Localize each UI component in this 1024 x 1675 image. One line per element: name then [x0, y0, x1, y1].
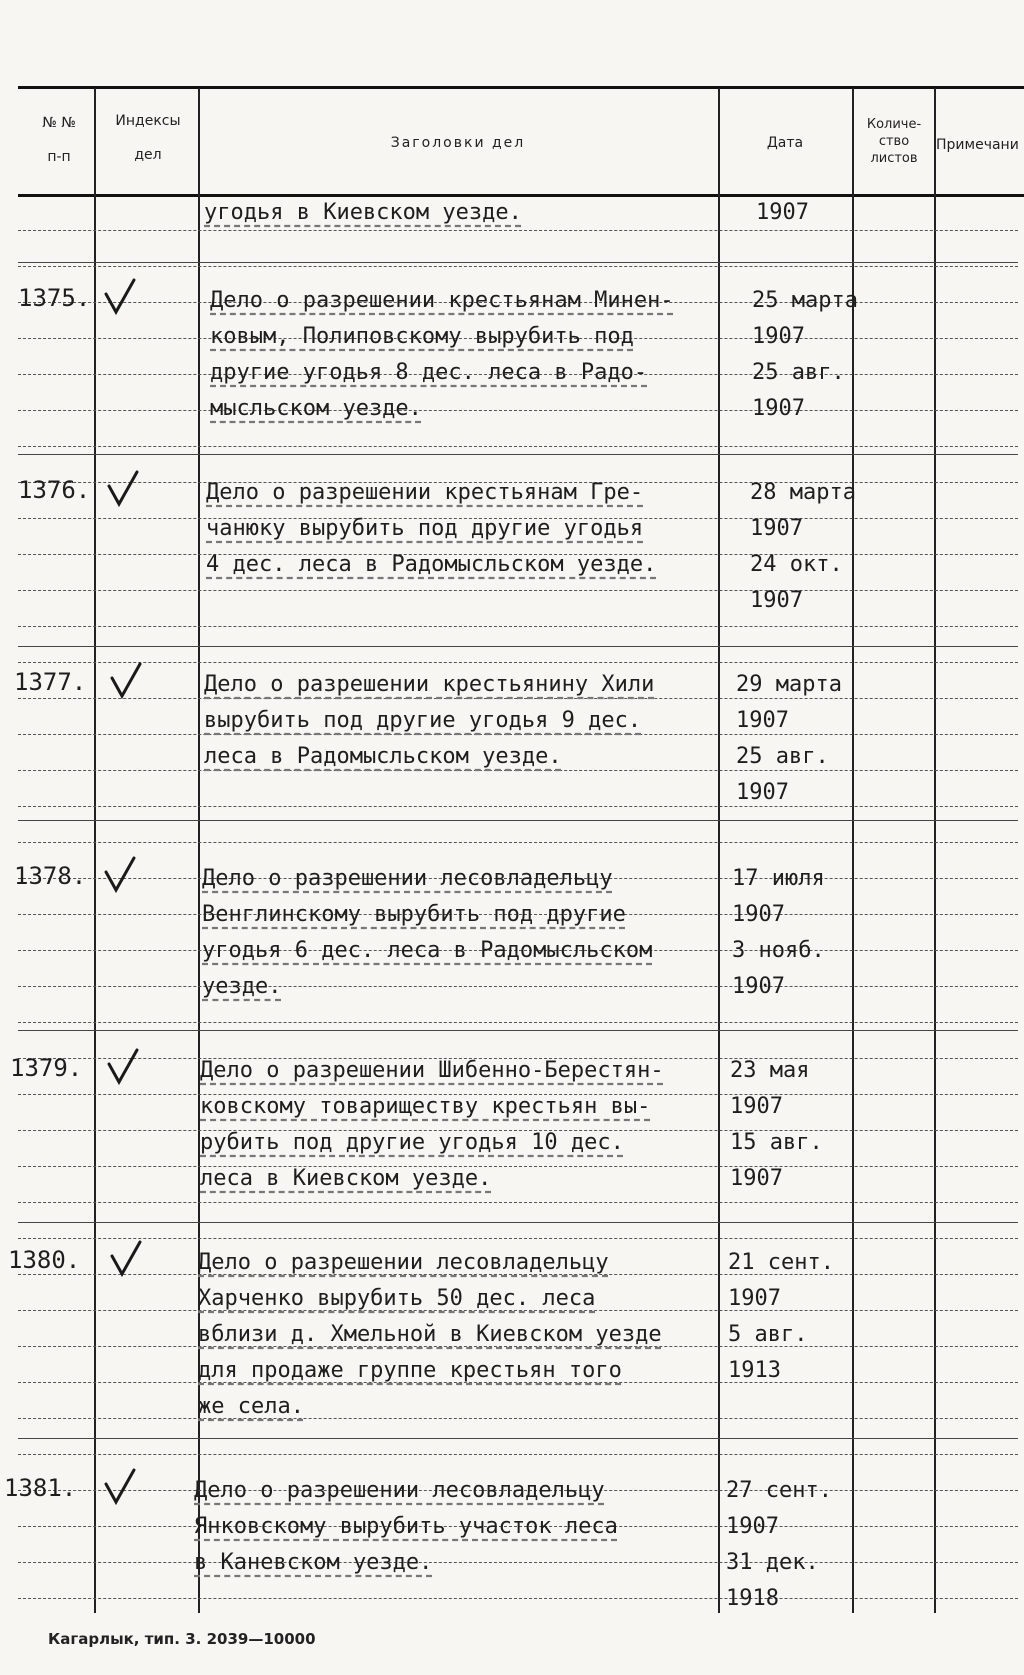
record-date: 1918 — [726, 1586, 779, 1611]
record-title-line: для продаже группе крестьян того — [198, 1358, 622, 1383]
continuation-date: 1907 — [756, 200, 809, 225]
checkmark-stroke — [106, 858, 134, 890]
checkmark-stroke — [109, 1050, 137, 1082]
ruling-line — [18, 698, 1018, 699]
header-index-line-1: Индексы — [115, 113, 181, 129]
record-title-line: мысльском уезде. — [210, 396, 422, 421]
header-top-rule — [18, 86, 1024, 89]
ruling-line — [18, 1562, 1018, 1563]
record-title-line: другие угодья 8 дес. леса в Радо- — [210, 360, 648, 385]
checkmark-icon — [100, 856, 140, 896]
record-date: 1907 — [736, 780, 789, 805]
record-date: 31 дек. — [726, 1550, 819, 1575]
header-sheets-line-1: Количе- — [866, 117, 922, 132]
ruling-line — [18, 1454, 1018, 1455]
record-title-line: леса в Радомысльском уезде. — [204, 744, 562, 769]
record-title-line: ковым, Полиповскому вырубить под — [210, 324, 634, 349]
record-date: 25 авг. — [736, 744, 829, 769]
header-num — [24, 114, 94, 166]
record-date: 1907 — [730, 1166, 783, 1191]
record-date: 1907 — [750, 516, 803, 541]
ruling-line — [18, 986, 1018, 987]
record-title-line: Венглинскому вырубить под другие — [202, 902, 626, 927]
checkmark-icon — [103, 470, 143, 510]
record-title-line: 4 дес. леса в Радомысльском уезде. — [206, 552, 657, 577]
record-title-line: угодья 6 дес. леса в Радомысльском — [202, 938, 653, 963]
record-number: 1375. — [18, 284, 91, 312]
ruling-line — [18, 842, 1018, 843]
record-title-line: Дело о разрешении лесовладельцу — [198, 1250, 609, 1275]
record-date: 25 марта — [752, 288, 858, 313]
record-title-line: Дело о разрешении крестьянам Минен- — [210, 288, 674, 313]
record-title-line: Янковскому вырубить участок леса — [194, 1514, 618, 1539]
record-date: 25 авг. — [752, 360, 845, 385]
record-number: 1381. — [4, 1474, 77, 1502]
record-separator — [18, 820, 1018, 821]
record-date: 1907 — [732, 974, 785, 999]
header-num-line-1: № № — [42, 115, 76, 131]
record-separator — [18, 1030, 1018, 1031]
record-number: 1377. — [14, 668, 87, 696]
record-title-line: Дело о разрешении крестьянам Гре- — [206, 480, 644, 505]
record-date: 17 июля — [732, 866, 825, 891]
record-date: 1907 — [732, 902, 785, 927]
record-separator — [18, 646, 1018, 647]
checkmark-stroke — [109, 472, 137, 504]
header-notes: Примечани — [936, 137, 1019, 153]
record-separator — [18, 454, 1018, 455]
ruling-line — [18, 410, 1018, 411]
record-date: 1907 — [752, 396, 805, 421]
ruling-line — [18, 1022, 1018, 1023]
record-title-line: Дело о разрешении лесовладельцу — [202, 866, 613, 891]
printer-imprint: Кагарлык, тип. 3. 2039—10000 — [48, 1630, 316, 1648]
record-date: 1907 — [726, 1514, 779, 1539]
record-title-line: Харченко вырубить 50 дес. леса — [198, 1286, 596, 1311]
record-title-line: же села. — [198, 1394, 304, 1419]
record-date: 1907 — [728, 1286, 781, 1311]
record-date: 5 авг. — [728, 1322, 808, 1347]
header-num-line-2: п-п — [47, 149, 71, 165]
ruling-line — [18, 1238, 1018, 1239]
record-date: 1907 — [736, 708, 789, 733]
record-date: 1913 — [728, 1358, 781, 1383]
column-divider-num — [94, 88, 96, 1613]
record-number: 1378. — [14, 862, 87, 890]
continuation-text: угодья в Киевском уезде. — [204, 200, 522, 225]
record-date: 15 авг. — [730, 1130, 823, 1155]
record-title-line: вырубить под другие угодья 9 дес. — [204, 708, 642, 733]
ruling-line — [18, 734, 1018, 735]
record-title-line: ковскому товариществу крестьян вы- — [200, 1094, 651, 1119]
ruling-line — [18, 626, 1018, 627]
header-sheets-line-3: листов — [870, 151, 918, 166]
header-bottom-rule — [18, 194, 1024, 197]
record-title-line: леса в Киевском уезде. — [200, 1166, 492, 1191]
record-separator — [18, 1222, 1018, 1223]
record-title-line: Дело о разрешении крестьянину Хили — [204, 672, 655, 697]
record-date: 21 сент. — [728, 1250, 834, 1275]
column-divider-title — [718, 88, 720, 1613]
record-number: 1379. — [10, 1054, 83, 1082]
record-number: 1376. — [18, 476, 91, 504]
record-date: 23 мая — [730, 1058, 810, 1083]
column-divider-date — [852, 88, 854, 1613]
header-index-line-2: дел — [134, 147, 162, 163]
record-title-line: чанюку вырубить под другие угодья — [206, 516, 644, 541]
header-sheets-line-2: ство — [878, 134, 910, 149]
record-date: 28 марта — [750, 480, 856, 505]
record-title-line: рубить под другие угодья 10 дес. — [200, 1130, 624, 1155]
checkmark-icon — [103, 1048, 143, 1088]
column-divider-sheets — [934, 88, 936, 1613]
ruling-line — [18, 806, 1018, 807]
checkmark-stroke — [112, 664, 140, 696]
record-date: 29 марта — [736, 672, 842, 697]
record-date: 3 нояб. — [732, 938, 825, 963]
header-sheets — [854, 116, 934, 167]
checkmark-icon — [100, 1468, 140, 1508]
record-date: 1907 — [750, 588, 803, 613]
record-date: 24 окт. — [750, 552, 843, 577]
record-title-line: в Каневском уезде. — [194, 1550, 433, 1575]
record-title-line: Дело о разрешении Шибенно-Берестян- — [200, 1058, 664, 1083]
record-date: 27 сент. — [726, 1478, 832, 1503]
record-title-line: Дело о разрешении лесовладельцу — [194, 1478, 605, 1503]
ruling-line — [18, 1202, 1018, 1203]
ruling-line — [18, 446, 1018, 447]
ruling-line — [18, 1166, 1018, 1167]
record-date: 1907 — [730, 1094, 783, 1119]
ruling-line — [18, 590, 1018, 591]
ruling-line — [18, 770, 1018, 771]
checkmark-icon — [100, 278, 140, 318]
record-number: 1380. — [8, 1246, 81, 1274]
ruling-line — [18, 266, 1018, 267]
ruling-line — [18, 1418, 1018, 1419]
record-title-line: уезде. — [202, 974, 282, 999]
record-separator — [18, 1438, 1018, 1439]
checkmark-stroke — [106, 280, 134, 312]
header-date: Дата — [766, 135, 804, 151]
header-index — [100, 112, 196, 164]
checkmark-stroke — [112, 1242, 140, 1274]
record-separator — [18, 262, 1018, 263]
checkmark-icon — [106, 1240, 146, 1280]
ruling-line — [18, 230, 1018, 231]
checkmark-stroke — [106, 1470, 134, 1502]
ruling-line — [18, 1598, 1018, 1599]
record-title-line: вблизи д. Хмельной в Киевском уезде — [198, 1322, 662, 1347]
header-title: Заголовки дел — [390, 135, 526, 151]
column-divider-index — [198, 88, 200, 1613]
checkmark-icon — [106, 662, 146, 702]
record-date: 1907 — [752, 324, 805, 349]
ruling-line — [18, 662, 1018, 663]
